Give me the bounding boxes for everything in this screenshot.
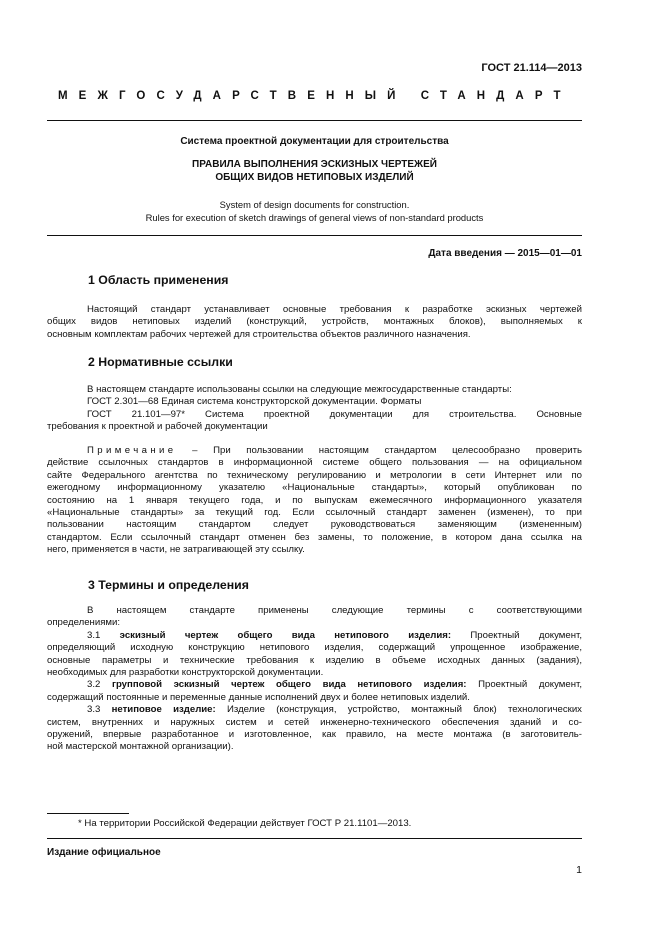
divider-footer — [47, 838, 582, 839]
note-line: действие ссылочных стандартов в информационной системе общего пользования — на официальном — [47, 457, 582, 469]
term-name: эскизный чертеж общего вида нетипового изделия: — [119, 629, 452, 641]
term-name: нетиповое изделие: — [111, 704, 216, 716]
system-title: Система проектной документации для строительства — [180, 136, 449, 147]
term-line: систем, внутренних и наружных систем и сетей инженерно-технического обеспечения зданий и со- — [47, 716, 582, 728]
paragraph-line: В настоящем стандарте использованы ссылки на следующие межгосударственные стандарты: — [87, 384, 512, 395]
term-name: групповой эскизный чертеж общего вида нетипового изделия: — [111, 679, 467, 691]
english-title-line: Rules for execution of sketch drawings of general views of non-standard products — [145, 211, 484, 223]
term-line: необходимых для разработки конструкторской документации. — [47, 667, 324, 679]
english-title — [47, 199, 582, 224]
term-first-rest: Проектный документ, — [451, 629, 583, 641]
divider-title — [47, 235, 582, 236]
section-heading-references: 2 Нормативные ссылки — [88, 355, 233, 369]
main-title — [47, 158, 582, 184]
term-line: оружений, впервые разработанное и изготовленное, как правило, на месте монтажа (в заготовитель- — [47, 729, 582, 741]
term-first-rest: Изделие (конструкция, устройство, монтажный блок) технологических — [215, 704, 582, 716]
note-line: состоянию на 1 января текущего года, и по выпускам ежемесячного информационного указателя — [47, 494, 582, 506]
section-references-text — [47, 384, 582, 434]
term-line: ной мастерской монтажной организации). — [47, 741, 234, 753]
note-line: «Национальные стандарты» за текущий год. Если ссылочный стандарт заменен (изменен), то при — [47, 507, 582, 519]
main-title-line: ПРАВИЛА ВЫПОЛНЕНИЯ ЭСКИЗНЫХ ЧЕРТЕЖЕЙ — [192, 159, 437, 170]
note-line: пользовании настоящим стандартом следует руководствоваться заменяющим (измененным) — [47, 519, 582, 531]
reference-item: ГОСТ 2.301—68 Единая система конструкторской документации. Форматы — [87, 396, 422, 408]
paragraph-line: требования к проектной и рабочей документации — [47, 421, 268, 433]
note-label: Примечание — [87, 445, 177, 456]
section-scope-text — [47, 304, 582, 341]
note-line: него, применяется в части, не затрагивающей эту ссылку. — [47, 544, 305, 556]
note-line: ежегодному информационному указателю «Национальные стандарты», который опубликован по — [47, 482, 582, 494]
paragraph-line: В настоящем стандарте применены следующие термины с соответствующими — [87, 605, 582, 616]
paragraph-line: основным комплектам рабочих чертежей для строительства объектов различного назначения. — [47, 328, 471, 340]
term-number: 3.3 — [87, 704, 101, 716]
term-first-rest: Проектный документ, — [466, 679, 582, 691]
note-line: сайте Федерального агентства по техническому регулированию и метрологии в сети Интернет или по — [47, 469, 582, 481]
doc-code: ГОСТ 21.114—2013 — [481, 62, 582, 74]
term-number: 3.1 — [87, 629, 101, 641]
footnote-divider — [47, 813, 129, 814]
paragraph-line: общих видов нетиповых изделий (конструкций, устройств, монтажных блоков), выполняемых к — [47, 316, 582, 328]
edition-label: Издание официальное — [47, 847, 161, 858]
term-first-line — [47, 630, 582, 642]
section-heading-scope: 1 Область применения — [88, 273, 229, 287]
english-title-line: System of design documents for construction. — [219, 199, 410, 210]
page-number: 1 — [576, 864, 582, 876]
section-terms-text — [47, 605, 582, 754]
note-first-rest: – При пользовании настоящим стандартом целесообразно проверить — [176, 445, 582, 456]
footnote: * На территории Российской Федерации действует ГОСТ Р 21.1101—2013. — [78, 818, 412, 829]
section-heading-terms: 3 Термины и определения — [88, 578, 249, 592]
term-first-line — [47, 679, 582, 691]
term-number: 3.2 — [87, 679, 101, 691]
divider-top — [47, 120, 582, 121]
paragraph-line: Настоящий стандарт устанавливает основные требования к разработке эскизных чертежей — [87, 304, 582, 315]
standard-type-heading: МЕЖГОСУДАРСТВЕННЫЙ СТАНДАРТ — [58, 90, 572, 102]
paragraph-line: определениями: — [47, 617, 121, 629]
note-first-line — [47, 445, 582, 457]
term-first-line — [47, 704, 582, 716]
intro-date: Дата введения — 2015—01—01 — [428, 248, 582, 259]
term-line: определяющий исходную конструкцию нетипового изделия, содержащий упрощенное изображение, — [47, 642, 582, 654]
note-line: стандартом. Если ссылочный стандарт отменен без замены, то положение, в котором дана ссылка на — [47, 531, 582, 543]
term-line: основные параметры и технические требования к изделию в объеме исходных данных (задания), — [47, 654, 582, 666]
term-line: содержащий постоянные и переменные данные исполнений двух и более нетиповых изделий. — [47, 691, 470, 703]
main-title-line: ОБЩИХ ВИДОВ НЕТИПОВЫХ ИЗДЕЛИЙ — [215, 172, 414, 183]
reference-item: ГОСТ 21.101—97* Система проектной документации для строительства. Основные — [87, 408, 582, 420]
note-block — [47, 445, 582, 557]
